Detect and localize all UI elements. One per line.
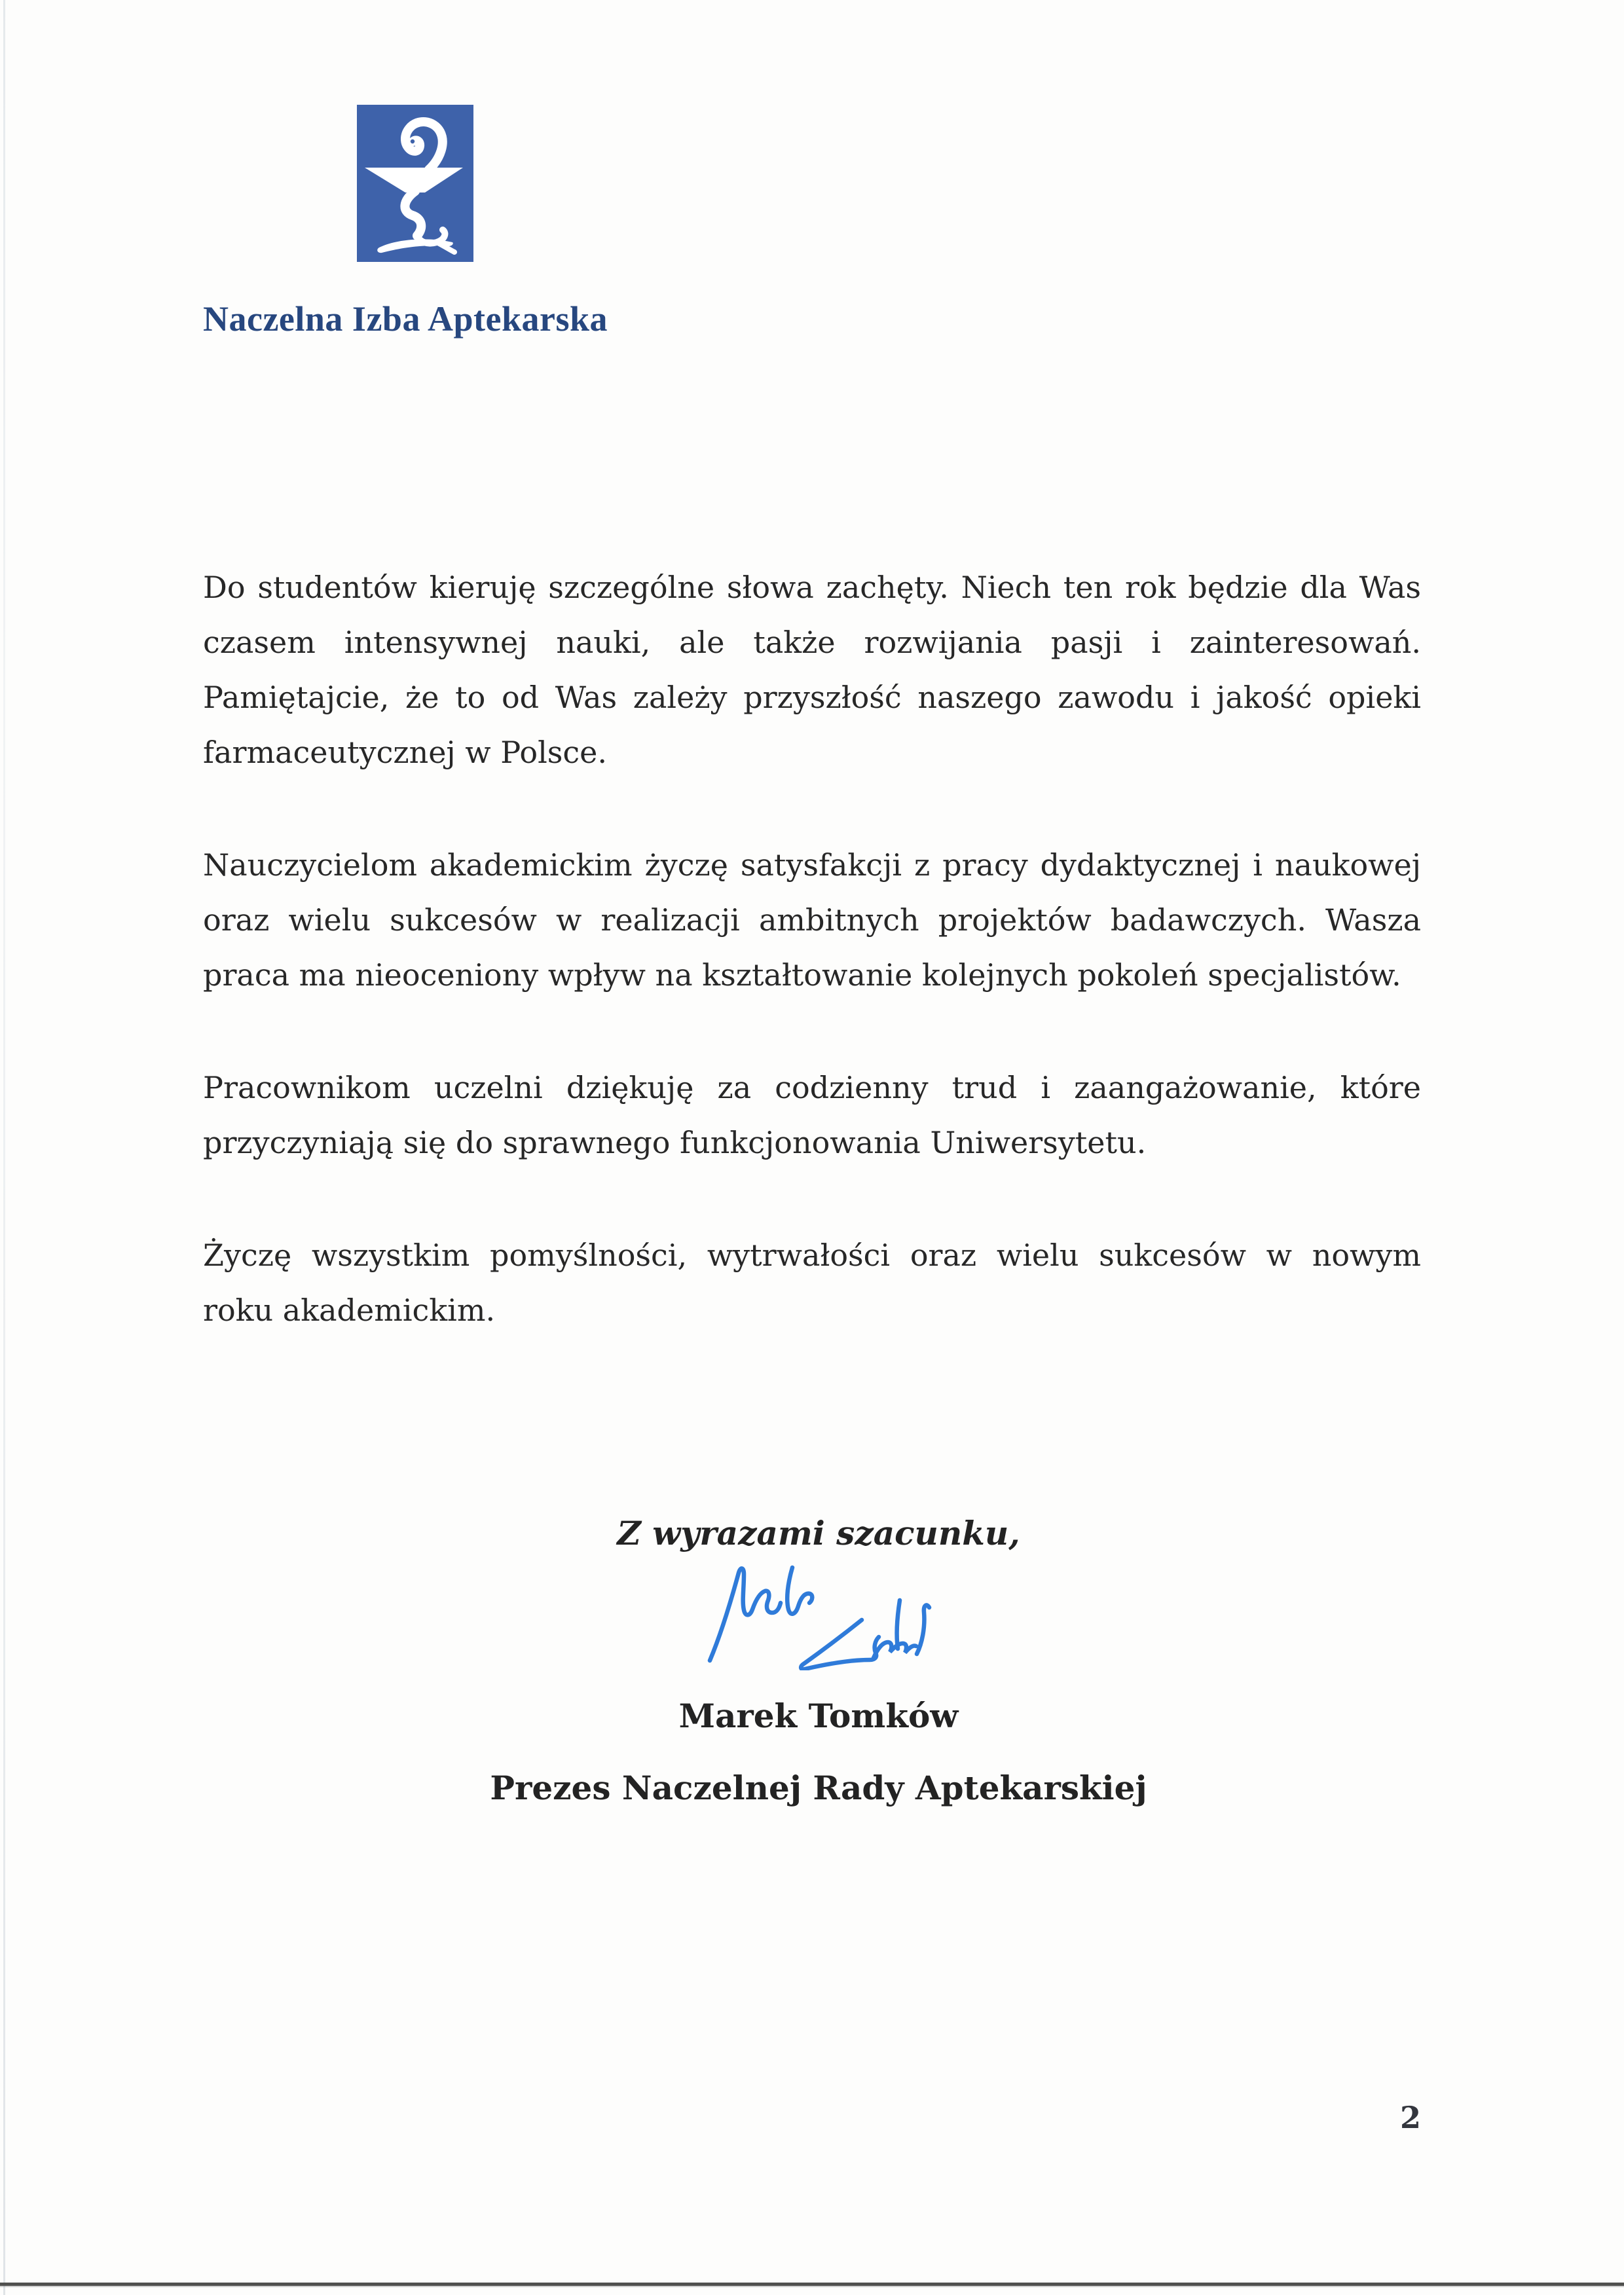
- body-line: Pamiętajcie, że to od Was zależy przyszłość naszego zawodu i jakość opieki: [203, 680, 1421, 715]
- bowl-of-hygieia-icon: [357, 105, 473, 262]
- signature-block: [367, 1514, 1270, 1808]
- signatory-name: Marek Tomków: [678, 1697, 959, 1735]
- page-number: 2: [1399, 2100, 1421, 2135]
- organization-name: Naczelna Izba Aptekarska: [203, 299, 608, 339]
- organization-logo: [357, 105, 473, 262]
- body-line: roku akademickim.: [203, 1293, 496, 1328]
- signatory-title: Prezes Naczelnej Rady Aptekarskiej: [490, 1769, 1147, 1807]
- body-line: farmaceutycznej w Polsce.: [203, 735, 608, 770]
- body-line: Nauczycielom akademickim życzę satysfakcji z pracy dydaktycznej i naukowej: [203, 847, 1421, 883]
- bottom-scan-line: [0, 2283, 1624, 2286]
- body-line: praca ma nieoceniony wpływ na kształtowanie kolejnych pokoleń specjalistów.: [203, 957, 1401, 993]
- paragraph-students: [203, 560, 1421, 780]
- body-line: Pracownikom uczelni dziękuję za codzienny trud i zaangażowanie, które: [203, 1070, 1421, 1105]
- paragraph-staff: [203, 1060, 1421, 1170]
- left-scan-edge-line: [3, 0, 5, 2295]
- signature-handwriting: [706, 1562, 932, 1670]
- paragraph-wishes: [203, 1228, 1421, 1338]
- closing-salutation: Z wyrazami szacunku,: [617, 1514, 1020, 1552]
- letter-body: [203, 560, 1421, 1395]
- body-line: przyczyniają się do sprawnego funkcjonowania Uniwersytetu.: [203, 1125, 1147, 1160]
- paragraph-teachers: [203, 837, 1421, 1002]
- body-line: oraz wielu sukcesów w realizacji ambitnych projektów badawczych. Wasza: [203, 902, 1421, 938]
- body-line: Życzę wszystkim pomyślności, wytrwałości oraz wielu sukcesów w nowym: [203, 1238, 1421, 1273]
- body-line: Do studentów kieruję szczególne słowa zachęty. Niech ten rok będzie dla Was: [203, 570, 1421, 605]
- body-line: czasem intensywnej nauki, ale także rozwijania pasji i zainteresowań.: [203, 625, 1421, 660]
